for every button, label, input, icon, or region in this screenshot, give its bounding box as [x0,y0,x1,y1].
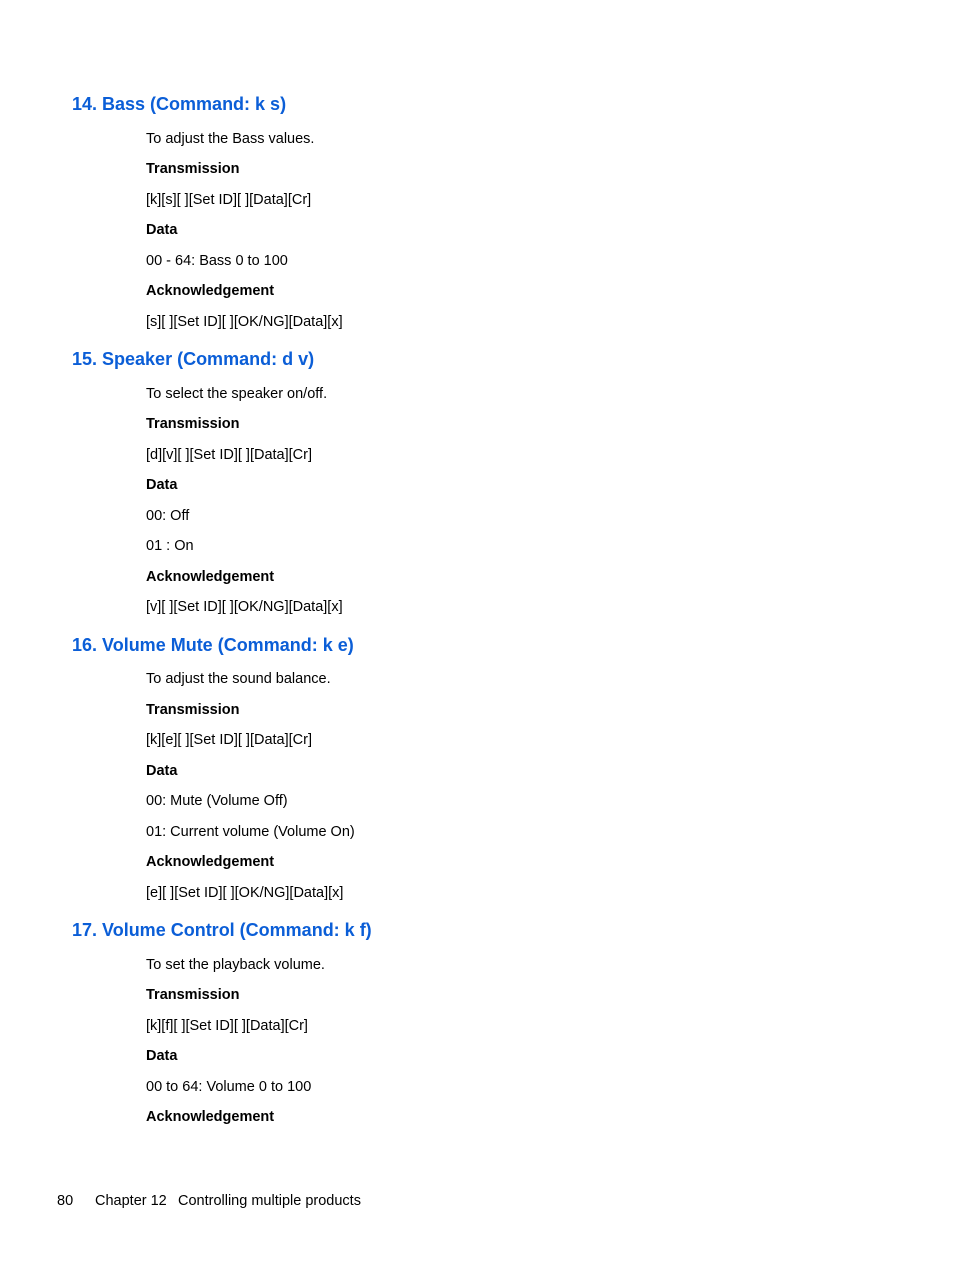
volume-data-value: 00 to 64: Volume 0 to 100 [146,1079,312,1095]
section-heading-bass: 14. Bass (Command: k s) [72,94,287,114]
mute-data-value-off: 00: Mute (Volume Off) [146,793,288,809]
speaker-description: To select the speaker on/off. [146,386,328,402]
page-number: 80 [57,1193,74,1209]
bass-data-value: 00 - 64: Bass 0 to 100 [146,253,288,269]
speaker-transmission-label: Transmission [146,416,240,432]
section-heading-volume-control: 17. Volume Control (Command: k f) [72,920,372,940]
speaker-data-value-on: 01 : On [146,538,194,554]
bass-description: To adjust the Bass values. [146,131,315,147]
mute-transmission-value: [k][e][ ][Set ID][ ][Data][Cr] [146,732,312,748]
mute-ack-label: Acknowledgement [146,854,275,870]
footer-chapter-title: Controlling multiple products [178,1193,361,1209]
mute-data-value-on: 01: Current volume (Volume On) [146,824,355,840]
mute-transmission-label: Transmission [146,702,240,718]
mute-description: To adjust the sound balance. [146,671,331,687]
speaker-data-label: Data [146,477,178,493]
bass-ack-label: Acknowledgement [146,283,275,299]
speaker-transmission-value: [d][v][ ][Set ID][ ][Data][Cr] [146,447,312,463]
mute-ack-value: [e][ ][Set ID][ ][OK/NG][Data][x] [146,885,344,901]
speaker-data-value-off: 00: Off [146,508,190,524]
footer-chapter: Chapter 12 [95,1193,167,1209]
volume-ack-label: Acknowledgement [146,1109,275,1125]
speaker-ack-value: [v][ ][Set ID][ ][OK/NG][Data][x] [146,599,343,615]
bass-data-label: Data [146,222,178,238]
speaker-ack-label: Acknowledgement [146,569,275,585]
volume-transmission-value: [k][f][ ][Set ID][ ][Data][Cr] [146,1018,308,1034]
mute-data-label: Data [146,763,178,779]
volume-description: To set the playback volume. [146,957,325,973]
volume-data-label: Data [146,1048,178,1064]
bass-transmission-label: Transmission [146,161,240,177]
volume-transmission-label: Transmission [146,987,240,1003]
bass-ack-value: [s][ ][Set ID][ ][OK/NG][Data][x] [146,314,343,330]
section-heading-volume-mute: 16. Volume Mute (Command: k e) [72,635,354,655]
bass-transmission-value: [k][s][ ][Set ID][ ][Data][Cr] [146,192,312,208]
section-heading-speaker: 15. Speaker (Command: d v) [72,349,315,369]
